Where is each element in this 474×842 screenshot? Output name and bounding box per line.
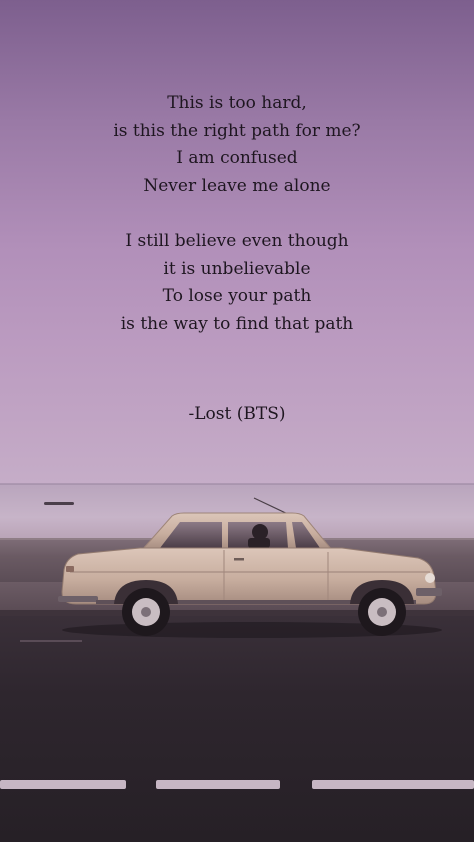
lane-dash: [156, 780, 280, 789]
headlight: [425, 573, 435, 583]
quote-attribution: -Lost (BTS): [188, 404, 286, 424]
door-handle: [234, 558, 244, 561]
quote-line: I still believe even though: [125, 231, 349, 251]
rear-bumper: [58, 596, 98, 602]
quote-line: it is unbelievable: [163, 258, 311, 279]
quote-line: Never leave me alone: [143, 175, 331, 196]
driver-silhouette: [252, 524, 268, 540]
lane-dash: [312, 780, 474, 789]
quote-line: I am confused: [176, 148, 298, 168]
lyrics-quote: [0, 90, 474, 338]
horizon-line: [0, 483, 474, 485]
tail-light: [66, 566, 74, 572]
quote-line: This is too hard,: [167, 93, 307, 113]
road: [0, 616, 474, 842]
quote-line: To lose your path: [162, 286, 312, 306]
front-bumper: [416, 588, 442, 596]
quote-line: is this the right path for me?: [113, 120, 361, 141]
stanza-break: [0, 200, 474, 228]
quote-line: is the way to find that path: [120, 313, 354, 334]
vintage-car-image: [56, 492, 448, 642]
lane-dash: [0, 780, 126, 789]
